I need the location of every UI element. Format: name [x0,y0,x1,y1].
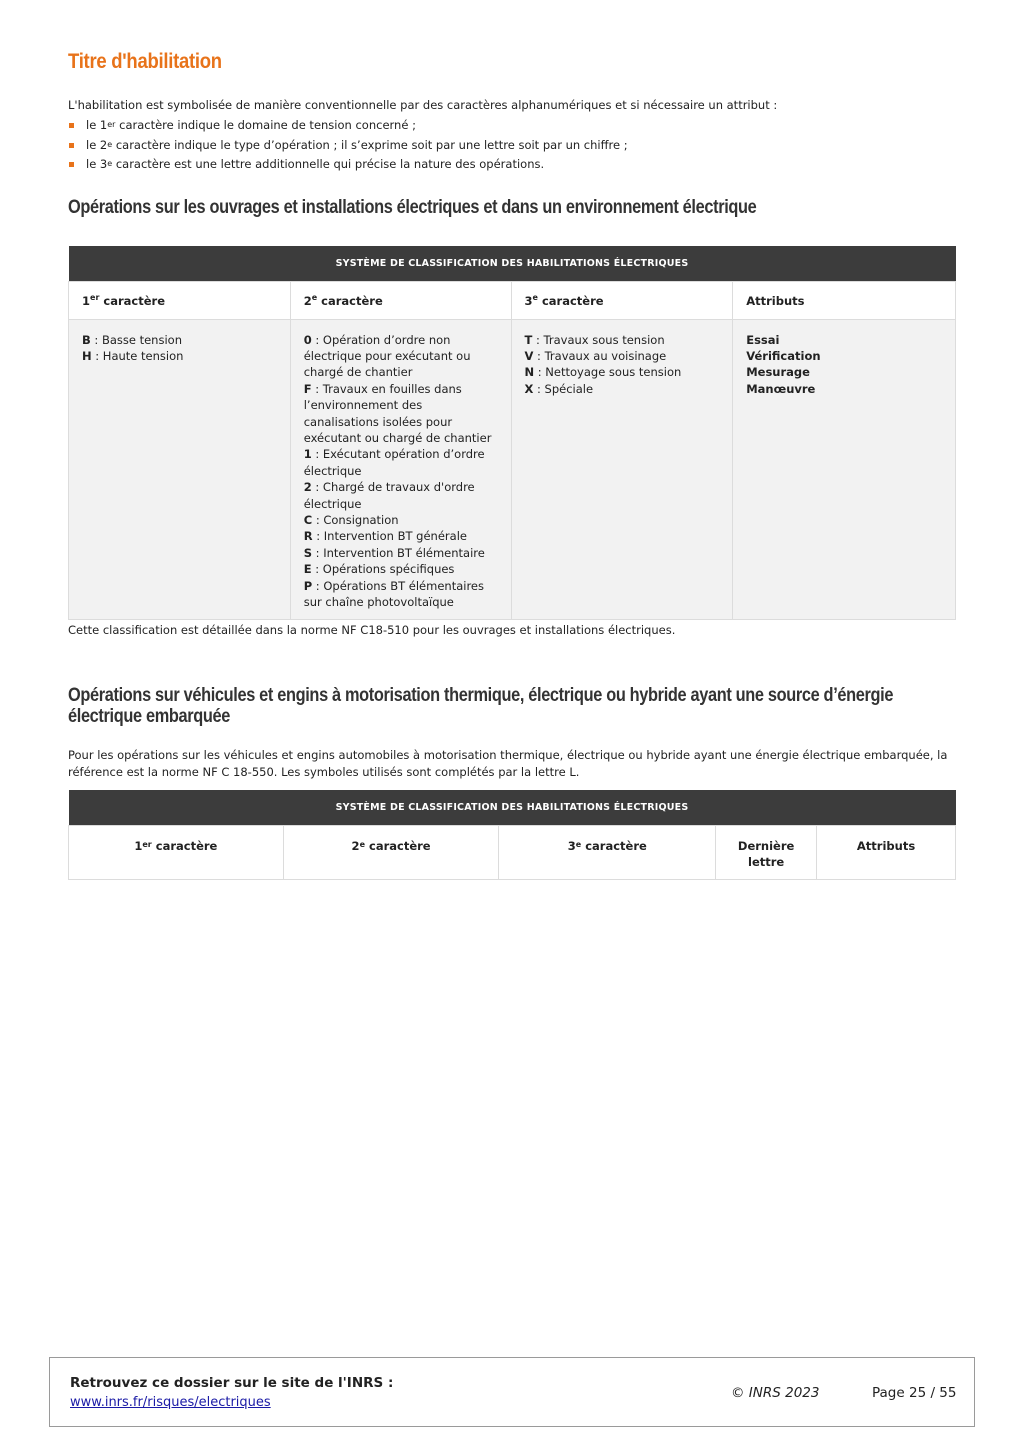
column-header: Attributs [733,281,956,319]
column-header: 2e caractère [283,825,499,879]
list-item: le 2e caractère indique le type d’opération ; il s’exprime soit par une lettre soit par un chiffre ; [68,136,628,156]
column-header: 1er caractère [69,825,284,879]
classification-table [68,246,956,620]
table-cell-voltage: B : Basse tension H : Haute tension [69,319,291,619]
footer-link[interactable]: www.inrs.fr/risques/electriques [70,1395,271,1410]
bullet-list [68,116,628,175]
column-header: 3e caractère [499,825,716,879]
footer-copyright: © INRS 2023 [731,1385,820,1401]
bullet-square-icon [69,143,74,148]
list-item: le 3e caractère est une lettre additionnelle qui précise la nature des opérations. [68,155,628,175]
section-paragraph: Pour les opérations sur les véhicules et engins automobiles à motorisation thermique, électrique ou hybride ayant une énergie électrique embarquée, la référence est la norme NF C 18-550. Les symboles utilisés sont complétés par la lettre L. [68,748,948,779]
table-note: Cette classification est détaillée dans la norme NF C18-510 pour les ouvrages et installations électriques. [68,623,676,637]
section-heading: Opérations sur les ouvrages et installations électriques et dans un environnement électrique [68,197,757,218]
column-header: Attributs [817,825,956,879]
bullet-square-icon [69,162,74,167]
table-banner: SYSTÈME DE CLASSIFICATION DES HABILITATIONS ÉLECTRIQUES [69,246,956,281]
table-cell-operation-type: 0 : Opération d’ordre non électrique pour exécutant ou chargé de chantier F : Travaux en fouilles dans l’environnement des canalisations isolées pour exécutant ou chargé de chantier 1 : Exécutant opération d’ordre électrique 2 : Chargé de travaux d'ordre électrique C : Consignation R : Intervention BT générale S : Intervention BT élémentaire E : Opérations spécifiques P : Opérations BT élémentaires sur chaîne photovoltaïque [290,319,511,619]
table-cell-attributes: Essai Vérification Mesurage Manœuvre [733,319,956,619]
page-title: Titre d'habilitation [68,50,222,73]
bullet-square-icon [69,123,74,128]
column-header: Dernière lettre [716,825,817,879]
column-header: 3e caractère [511,281,733,319]
column-header: 2e caractère [290,281,511,319]
classification-table-vehicles [68,790,956,880]
page-footer [49,1357,975,1427]
section-heading: Opérations sur véhicules et engins à motorisation thermique, électrique ou hybride ayant une source d’énergie électrique embarquée [68,685,894,727]
page-number: Page 25 / 55 [872,1385,957,1401]
footer-label: Retrouvez ce dossier sur le site de l'INRS : [70,1375,394,1391]
column-header: 1er caractère [69,281,291,319]
table-cell-additional-letter: T : Travaux sous tension V : Travaux au voisinage N : Nettoyage sous tension X : Spéciale [511,319,733,619]
intro-text: L'habilitation est symbolisée de manière conventionnelle par des caractères alphanumériques et si nécessaire un attribut : [68,98,778,112]
table-banner: SYSTÈME DE CLASSIFICATION DES HABILITATIONS ÉLECTRIQUES [69,790,956,825]
list-item: le 1er caractère indique le domaine de tension concerné ; [68,116,628,136]
